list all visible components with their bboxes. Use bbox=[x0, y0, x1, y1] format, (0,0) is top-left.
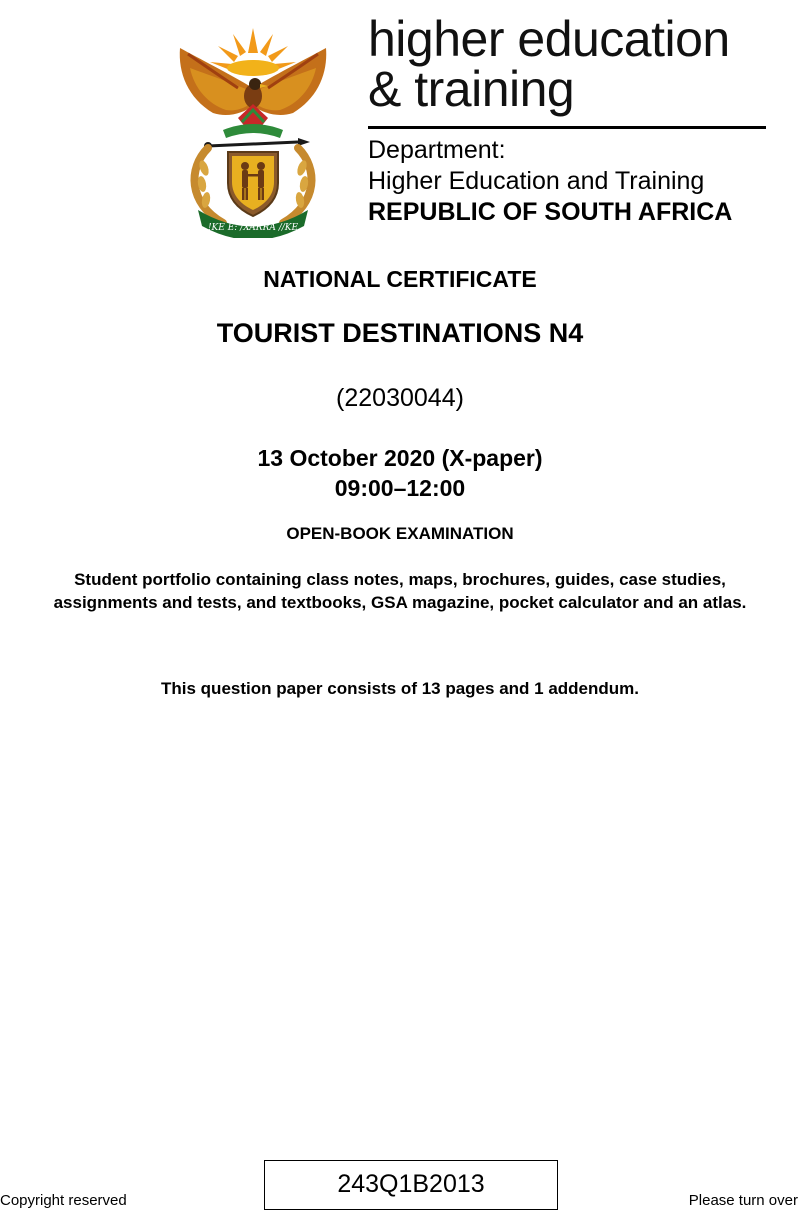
subject-code: (22030044) bbox=[336, 384, 464, 412]
dept-name: Higher Education and Training bbox=[368, 167, 705, 195]
header-divider bbox=[368, 126, 766, 129]
materials-line-1: Student portfolio containing class notes, maps, brochures, guides, case studies, bbox=[74, 570, 726, 589]
turn-over-note: Please turn over bbox=[688, 1192, 798, 1209]
paper-code-box: 243Q1B2013 bbox=[264, 1160, 558, 1210]
department-header bbox=[368, 11, 778, 228]
exam-time: 09:00–12:00 bbox=[334, 475, 466, 501]
page-count-note: This question paper consists of 13 pages and 1 addendum. bbox=[161, 679, 639, 698]
coat-of-arms-logo bbox=[168, 18, 338, 238]
motto-text: !KE E: /XARRA //KE bbox=[207, 223, 299, 233]
dept-title-line1: higher education bbox=[368, 11, 730, 67]
exam-date: 13 October 2020 (X-paper) bbox=[257, 445, 543, 471]
permitted-materials bbox=[0, 568, 800, 614]
certificate-title: NATIONAL CERTIFICATE bbox=[263, 266, 537, 292]
dept-label: Department: bbox=[368, 136, 506, 164]
copyright-notice: Copyright reserved bbox=[0, 1192, 127, 1209]
materials-line-2: assignments and tests, and textbooks, GSA magazine, pocket calculator and an atlas. bbox=[53, 593, 747, 612]
dept-title-line2: & training bbox=[368, 61, 575, 117]
subject-title: TOURIST DESTINATIONS N4 bbox=[216, 318, 584, 348]
exam-type: OPEN-BOOK EXAMINATION bbox=[286, 524, 514, 543]
country-name: REPUBLIC OF SOUTH AFRICA bbox=[368, 198, 733, 226]
